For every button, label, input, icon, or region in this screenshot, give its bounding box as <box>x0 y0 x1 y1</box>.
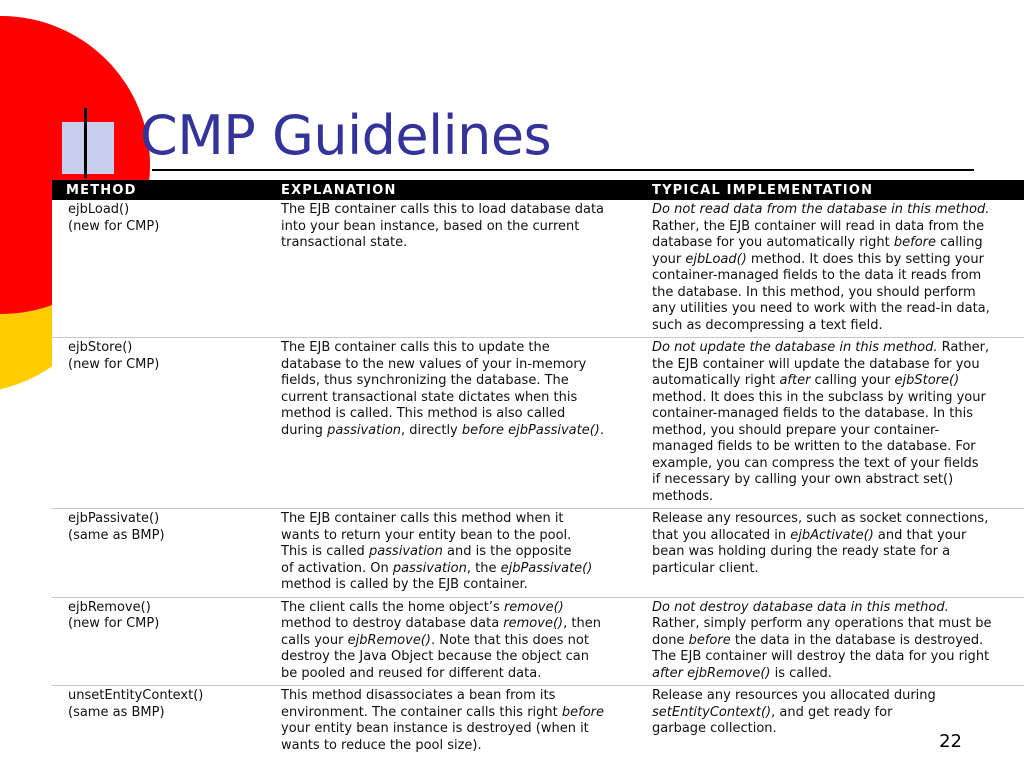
title-underline <box>152 169 974 171</box>
method-cell <box>52 597 267 686</box>
implementation-cell <box>638 597 1024 686</box>
cell-line: method to destroy database data remove(), then <box>281 616 601 631</box>
cell-line: (same as BMP) <box>68 704 165 720</box>
explanation-cell <box>267 200 638 338</box>
cell-line: setEntityContext(), and get ready for <box>652 704 893 720</box>
explanation-cell <box>267 597 638 686</box>
cell-line: ejbLoad() <box>68 202 130 217</box>
method-cell <box>52 509 267 598</box>
cell-line: The EJB container calls this method when it <box>281 511 564 526</box>
implementation-cell <box>638 509 1024 598</box>
cell-line: The EJB container calls this to load database data <box>281 202 605 217</box>
table-row <box>52 686 1024 758</box>
cell-line: Rather, the EJB container will read in data from the <box>652 218 985 234</box>
cell-line: particular client. <box>652 560 759 576</box>
cell-line: your ejbLoad() method. It does this by setting your <box>652 251 984 267</box>
cell-line: of activation. On passivation, the ejbPassivate() <box>281 560 593 576</box>
slide-title: CMP Guidelines <box>140 104 552 167</box>
cell-line: Rather, simply perform any operations that must be <box>652 616 992 631</box>
implementation-cell <box>638 200 1024 338</box>
cell-line: Release any resources, such as socket connections, <box>652 511 989 526</box>
cell-line: fields, thus synchronizing the database. The <box>281 373 569 388</box>
cell-line: example, you can compress the text of your fields <box>652 455 979 471</box>
cell-line: database to the new values of your in-memory <box>281 356 587 372</box>
cell-line: This is called passivation and is the opposite <box>281 544 572 559</box>
method-cell <box>52 200 267 338</box>
cell-line: the EJB container will update the database for you <box>652 356 980 372</box>
cell-line: wants to reduce the pool size). <box>281 737 482 753</box>
cell-line: container-managed fields to the data it reads from <box>652 268 982 283</box>
cell-line: (same as BMP) <box>68 527 165 543</box>
cell-line: after ejbRemove() is called. <box>652 665 832 681</box>
cell-line: Release any resources you allocated during <box>652 688 936 703</box>
cell-line: into your bean instance, based on the current <box>281 218 580 234</box>
slide-number: 22 <box>939 731 962 752</box>
cell-line: the database. In this method, you should perform <box>652 284 976 300</box>
cell-line: garbage collection. <box>652 721 777 736</box>
explanation-cell <box>267 686 638 758</box>
cell-line: The EJB container will destroy the data for you right <box>652 649 990 664</box>
cell-line: calls your ejbRemove(). Note that this does not <box>281 632 589 648</box>
cell-line: that you allocated in ejbActivate() and that your <box>652 527 967 543</box>
cell-line: method. It does this in the subclass by writing your <box>652 389 986 405</box>
cell-line: (new for CMP) <box>68 356 160 372</box>
decorative-vertical-line <box>84 108 87 178</box>
cell-line: automatically right after calling your ejbStore() <box>652 373 960 388</box>
cell-line: This method disassociates a bean from its <box>281 688 556 703</box>
header-explanation: EXPLANATION <box>267 180 638 200</box>
cell-line: bean was holding during the ready state for a <box>652 544 951 559</box>
cell-line: wants to return your entity bean to the pool. <box>281 527 572 543</box>
cell-line: Do not destroy database data in this method. <box>652 599 949 615</box>
guidelines-table-container <box>52 180 1024 768</box>
table-row <box>52 200 1024 338</box>
cell-line: (new for CMP) <box>68 616 160 631</box>
cell-line: container-managed fields to the database. In this <box>652 406 973 421</box>
cell-line: ejbStore() <box>68 340 133 355</box>
cell-line: ejbPassivate() <box>68 511 160 526</box>
cell-line: transactional state. <box>281 235 408 250</box>
cell-line: (new for CMP) <box>68 218 160 234</box>
cell-line: during passivation, directly before ejbPassivate(). <box>281 422 605 438</box>
cell-line: The EJB container calls this to update the <box>281 340 550 355</box>
implementation-cell <box>638 338 1024 509</box>
cell-line: such as decompressing a text field. <box>652 317 883 333</box>
cell-line: database for you automatically right before calling <box>652 235 983 250</box>
explanation-cell <box>267 509 638 598</box>
table-row <box>52 597 1024 686</box>
table-header-row <box>52 180 1024 200</box>
cell-line: methods. <box>652 488 714 504</box>
cell-line: Do not read data from the database in this method. <box>652 202 990 217</box>
cell-line: done before the data in the database is destroyed. <box>652 632 984 648</box>
cell-line: method, you should prepare your container- <box>652 422 940 438</box>
cell-line: ejbRemove() <box>68 599 151 615</box>
implementation-cell <box>638 686 1024 758</box>
guidelines-table <box>52 180 1024 757</box>
cell-line: unsetEntityContext() <box>68 688 204 703</box>
table-row <box>52 509 1024 598</box>
header-typical-implementation: TYPICAL IMPLEMENTATION <box>638 180 1024 200</box>
cell-line: any utilities you need to work with the read-in data, <box>652 301 990 316</box>
cell-line: Do not update the database in this method. Rather, <box>652 340 990 355</box>
method-cell <box>52 338 267 509</box>
table-row <box>52 338 1024 509</box>
cell-line: method is called by the EJB container. <box>281 577 528 592</box>
cell-line: if necessary by calling your own abstract set() <box>652 472 954 487</box>
cell-line: managed fields to be written to the database. For <box>652 439 976 454</box>
cell-line: current transactional state dictates when this <box>281 389 578 405</box>
cell-line: your entity bean instance is destroyed (when it <box>281 721 589 736</box>
header-method: METHOD <box>52 180 267 200</box>
method-cell <box>52 686 267 758</box>
cell-line: destroy the Java Object because the object can <box>281 649 590 664</box>
cell-line: be pooled and reused for different data. <box>281 665 542 681</box>
cell-line: method is called. This method is also called <box>281 406 566 421</box>
decorative-blue-square <box>62 122 114 174</box>
table-body <box>52 200 1024 757</box>
cell-line: environment. The container calls this right before <box>281 704 604 720</box>
explanation-cell <box>267 338 638 509</box>
cell-line: The client calls the home object’s remove() <box>281 599 564 615</box>
